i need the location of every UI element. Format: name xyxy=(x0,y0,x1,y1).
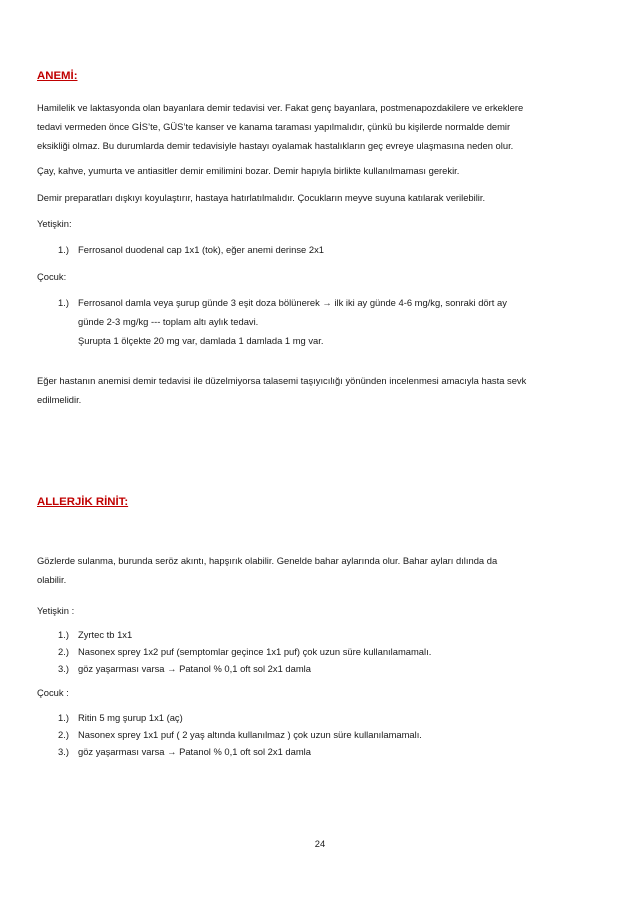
rinit-adult-label: Yetişkin : xyxy=(37,605,75,616)
list-number: 3.) xyxy=(58,746,69,757)
anemi-child-label: Çocuk: xyxy=(37,271,67,282)
arrow-right-icon: → xyxy=(322,297,332,308)
list-number: 1.) xyxy=(58,629,69,640)
anemi-closing-paragraph xyxy=(37,371,603,409)
anemi-paragraph-2: Çay, kahve, yumurta ve antiasitler demir emilimini bozar. Demir hapıyla birlikte kullanılmaması gerekir. xyxy=(37,165,460,176)
list-item-text: Patanol % 0,1 oft sol 2x1 damla xyxy=(176,663,311,674)
page-number: 24 xyxy=(314,838,326,849)
arrow-right-icon: → xyxy=(167,663,177,674)
list-item-text: Şurupta 1 ölçekte 20 mg var, damlada 1 damlada 1 mg var. xyxy=(78,335,324,346)
anemi-adult-list-item xyxy=(58,240,324,259)
list-item-content xyxy=(78,659,311,678)
list-number: 2.) xyxy=(58,646,69,657)
list-item-text: Ferrosanol duodenal cap 1x1 (tok), eğer anemi derinse 2x1 xyxy=(78,244,324,255)
list-item-text: Ritin 5 mg şurup 1x1 (aç) xyxy=(78,712,183,723)
text-line: olabilir. xyxy=(37,574,67,585)
arrow-right-icon: → xyxy=(167,746,177,757)
list-number: 3.) xyxy=(58,663,69,674)
text-line: Eğer hastanın anemisi demir tedavisi ile düzelmiyorsa talasemi taşıyıcılığı yönünden incelenmesi amacıyla hasta sevk xyxy=(37,375,527,386)
rinit-child-label: Çocuk : xyxy=(37,687,69,698)
rinit-adult-list-item xyxy=(58,659,311,678)
rinit-intro-paragraph xyxy=(37,551,603,589)
text-line: Hamilelik ve laktasyonda olan bayanlara demir tedavisi ver. Fakat genç bayanlara, postmenapozdakilere ve erkeklere xyxy=(37,102,524,113)
anemi-intro-paragraph xyxy=(37,98,603,155)
text-line: Gözlerde sulanma, burunda seröz akıntı, hapşırık olabilir. Genelde bahar aylarında olur. Bahar ayları dılında da xyxy=(37,555,498,566)
section-heading-allerjik-rinit: ALLERJİK RİNİT: xyxy=(37,496,129,508)
list-item-text: Nasonex sprey 1x2 puf (semptomlar geçince 1x1 puf) çok uzun süre kullanılamamalı. xyxy=(78,646,432,657)
list-item-content xyxy=(78,742,311,761)
document-page xyxy=(37,0,603,903)
list-number: 1.) xyxy=(58,244,69,255)
list-item-text: göz yaşarması varsa xyxy=(78,663,168,674)
text-line: edilmelidir. xyxy=(37,394,82,405)
list-item-text: Patanol % 0,1 oft sol 2x1 damla xyxy=(176,746,311,757)
list-number: 1.) xyxy=(58,712,69,723)
section-heading-anemi: ANEMİ: xyxy=(37,70,78,82)
list-item-text: Ferrosanol damla veya şurup günde 3 eşit doza bölünerek xyxy=(78,297,323,308)
anemi-child-list-item xyxy=(58,293,507,346)
list-item-text: Zyrtec tb 1x1 xyxy=(78,629,133,640)
text-line: tedavi vermeden önce GİS’te, GÜS’te kanser ve kanama taraması yapılmalıdır, çünkü bu kişilerde normalde demir xyxy=(37,121,511,132)
anemi-adult-label: Yetişkin: xyxy=(37,218,72,229)
list-item-content xyxy=(78,293,507,350)
list-number: 1.) xyxy=(58,297,69,308)
text-line: eksikliği olmaz. Bu durumlarda demir tedavisiyle hastayı oyalamak hastalıkların geç evreye ulaşmasına neden olur. xyxy=(37,140,514,151)
rinit-child-list-item xyxy=(58,742,311,761)
list-number: 2.) xyxy=(58,729,69,740)
list-item-text: Nasonex sprey 1x1 puf ( 2 yaş altında kullanılmaz ) çok uzun süre kullanılamamalı. xyxy=(78,729,422,740)
list-item-text: ilk iki ay günde 4-6 mg/kg, sonraki dört ay xyxy=(331,297,507,308)
anemi-paragraph-3: Demir preparatları dışkıyı koyulaştırır, hastaya hatırlatılmalıdır. Çocukların meyve suyuna katılarak verilebilir. xyxy=(37,192,486,203)
list-item-text: günde 2-3 mg/kg --- toplam altı aylık tedavi. xyxy=(78,316,259,327)
list-item-text: göz yaşarması varsa xyxy=(78,746,168,757)
